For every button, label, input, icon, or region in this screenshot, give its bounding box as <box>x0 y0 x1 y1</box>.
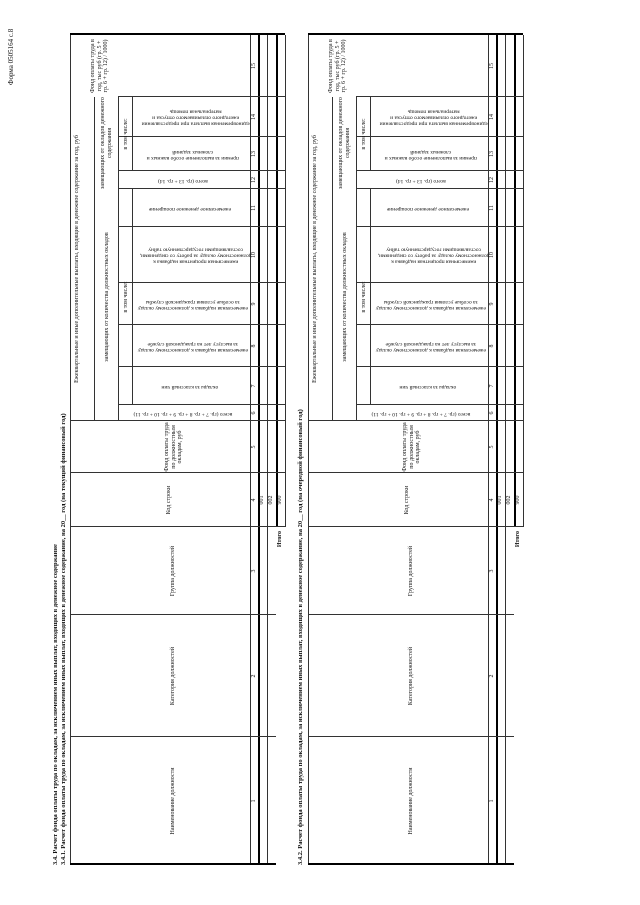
table-rule <box>356 136 523 137</box>
table2-h-code: Код строки <box>404 485 410 515</box>
table1-h-secret: ежемесячная процентная надбавка к должностному окладу за работу со сведениями, составляющими государственную тайну <box>139 247 252 265</box>
table2-h-total-13-14: всего (гр. 13 + гр. 14) <box>395 177 446 184</box>
table2-h-bysalary: замещающих от окладов денежного содержания <box>338 97 351 189</box>
table-rule <box>514 35 516 527</box>
table2-h-group: Группа должностей <box>408 545 414 597</box>
table2-col-number: 2 <box>489 674 495 678</box>
table2-col-number: 15 <box>489 63 495 69</box>
table-rule <box>308 35 309 865</box>
section-title: 3.4. Расчет фонда оплаты труда по окладам, за исключением иных выплат, входящих в денежное содержание <box>52 544 59 865</box>
table1-h-salary-rank: оклады за классный чин <box>161 383 219 390</box>
table-rule <box>118 366 285 367</box>
table1-total-code: 900 <box>277 495 283 505</box>
table1-h-special: ежемесячная надбавка к должностному окладу за особые условия гражданской службы <box>137 299 248 311</box>
table1-col-number: 11 <box>251 205 257 211</box>
table2-h-secret: ежемесячная процентная надбавка к должностному окладу за работу со сведениями, составляющими государственную тайну <box>377 247 490 265</box>
table2-h-extra: Ежеквартальные и иные дополнительные выплаты, входящие в денежное содержание за год, руб <box>312 135 318 383</box>
table1-col-number: 15 <box>251 63 257 69</box>
table2-h-incl2: в том числе: <box>361 118 367 150</box>
table-rule <box>258 35 260 865</box>
table2-total-label: Итого <box>515 531 521 548</box>
table2-col-number: 8 <box>489 344 495 348</box>
table2-h-total-7-11: всего (гр. 7 + гр. 8 + гр. 9 + гр. 10 + гр. 11) <box>371 410 471 417</box>
table-rule <box>356 170 523 171</box>
table2-h-fot: Фонд оплаты труда в год, тыс руб (гр. 5 + гр. 6 + гр. 12) / 1000) <box>328 39 348 93</box>
table1-col-number: 3 <box>251 569 257 573</box>
table-rule <box>94 97 95 421</box>
table1-col-number: 9 <box>251 302 257 306</box>
table2-col-number: 14 <box>489 114 495 120</box>
table-rule <box>118 404 285 405</box>
table-rule <box>370 189 371 405</box>
table1-col-number: 2 <box>251 674 257 678</box>
table1-h-promo: ежемесячное денежное поощрение <box>148 205 231 212</box>
table-rule <box>356 96 523 97</box>
table-rule <box>356 404 523 405</box>
table2-row-code: 002 <box>506 495 512 505</box>
table2-h-vacation: единовременная выплата при предоставлении ежегодного оплачиваемого отпуска и материальная помощь <box>379 109 488 127</box>
table1-col-number: 6 <box>251 411 257 415</box>
table2-col-number: 1 <box>489 799 495 803</box>
table1-h-bycount: замещающих от количества должностных окладов <box>104 232 110 362</box>
table-rule <box>118 170 285 171</box>
table-rule <box>118 324 285 325</box>
table2-col-number: 3 <box>489 569 495 573</box>
table-rule <box>505 35 506 865</box>
table2-h-incl1: в том числе: <box>361 281 367 313</box>
table1-col-number: 5 <box>251 445 257 449</box>
table-rule <box>523 35 524 527</box>
table-rule <box>285 35 286 527</box>
table1-row-code: 001 <box>259 495 265 505</box>
table2-col-number: 12 <box>489 177 495 183</box>
table2-col-number: 4 <box>489 498 495 502</box>
table2-col-number: 10 <box>489 252 495 258</box>
table2-col-number: 5 <box>489 445 495 449</box>
table1-h-seniority: ежемесячная надбавка к должностному окладу за выслугу лет на гражданской службе <box>137 341 248 353</box>
table2-h-salary-rank: оклады за классный чин <box>399 383 457 390</box>
table-rule <box>132 97 133 171</box>
table1-h-name: Наименование должности <box>170 767 176 835</box>
table1-h-vacation: единовременная выплата при предоставлении ежегодного оплачиваемого отпуска и материальная помощь <box>141 109 250 127</box>
table1-h-group: Группа должностей <box>170 545 176 597</box>
table-rule <box>496 35 498 865</box>
table2-col-number: 7 <box>489 384 495 388</box>
table-rule <box>370 97 371 171</box>
table2-col-number: 13 <box>489 151 495 157</box>
table-rule <box>356 189 357 421</box>
table2-total-code: 900 <box>515 495 521 505</box>
table-rule <box>356 97 357 189</box>
table1-h-incl1: в том числе: <box>123 281 129 313</box>
table1-col-number: 4 <box>251 498 257 502</box>
table-rule <box>118 188 285 189</box>
table2-col-number: 9 <box>489 302 495 306</box>
table1-h-premium: премии за выполнение особо важных и сложных заданий <box>146 149 239 161</box>
table2-col-number: 11 <box>489 205 495 211</box>
table-rule <box>118 96 285 97</box>
form-code: Форма 0505164 с.8 <box>7 28 15 85</box>
table2-h-special: ежемесячная надбавка к должностному окладу за особые условия гражданской службы <box>375 299 486 311</box>
table-rule <box>356 366 523 367</box>
table2-h-seniority: ежемесячная надбавка к должностному окладу за выслугу лет на гражданской службе <box>375 341 486 353</box>
table2-h-fund: Фонд оплаты труда по должностным окладам, руб <box>402 422 422 472</box>
table-rule <box>118 282 285 283</box>
table1-h-fot: Фонд оплаты труда в год, тыс руб (гр. 5 + гр. 6 + гр. 12) / 1000) <box>90 39 110 93</box>
table1-h-incl2: в том числе: <box>123 118 129 150</box>
table1-col-number: 12 <box>251 177 257 183</box>
table1-total-label: Итого <box>277 531 283 548</box>
table2-h-name: Наименование должности <box>408 767 414 835</box>
table-rule <box>118 189 119 421</box>
table2-col-number: 6 <box>489 411 495 415</box>
table1-col-number: 10 <box>251 252 257 258</box>
table-rule <box>356 324 523 325</box>
table2-h-promo: ежемесячное денежное поощрение <box>386 205 469 212</box>
table1-h-fund: Фонд оплаты труда по должностным окладам, руб <box>164 422 184 472</box>
table-rule <box>276 35 278 527</box>
table-rule <box>332 97 333 421</box>
table1-h-total-7-11: всего (гр. 7 + гр. 8 + гр. 9 + гр. 10 + гр. 11) <box>133 410 233 417</box>
table1-h-category: Категория должностей <box>170 646 176 706</box>
table1-h-total-13-14: всего (гр. 13 + гр. 14) <box>157 177 208 184</box>
table1-col-number: 14 <box>251 114 257 120</box>
table1-h-bysalary: замещающих от окладов денежного содержания <box>100 97 113 189</box>
table2-h-bycount: замещающих от количества должностных окладов <box>342 232 348 362</box>
table1-col-number: 13 <box>251 151 257 157</box>
table1-col-number: 7 <box>251 384 257 388</box>
table1-title: 3.4.1. Расчет фонда оплаты труда по окладам, за исключением иных выплат, входящих в денежное содержание, на 20__ год (на текущий финансовый год) <box>60 413 67 865</box>
table-rule <box>132 189 133 405</box>
table2-title: 3.4.2. Расчет фонда оплаты труда по окладам, за исключением иных выплат, входящих в денежное содержание, на 20__ год (на очередной финансовый год) <box>297 409 304 865</box>
table1-col-number: 1 <box>251 799 257 803</box>
table-rule <box>118 136 285 137</box>
table-rule <box>356 282 523 283</box>
table-rule <box>356 226 523 227</box>
table1-h-extra: Ежеквартальные и иные дополнительные выплаты, входящие в денежное содержание за год, руб <box>74 135 80 383</box>
table2-row-code: 001 <box>497 495 503 505</box>
table2-h-premium: премии за выполнение особо важных и сложных заданий <box>384 149 477 161</box>
table-rule <box>118 97 119 189</box>
table2-h-category: Категория должностей <box>408 646 414 706</box>
table1-h-code: Код строки <box>166 485 172 515</box>
table-rule <box>356 188 523 189</box>
table1-col-number: 8 <box>251 344 257 348</box>
table-rule <box>118 226 285 227</box>
table-rule <box>267 35 268 865</box>
table-rule <box>70 35 71 865</box>
table1-row-code: 002 <box>268 495 274 505</box>
